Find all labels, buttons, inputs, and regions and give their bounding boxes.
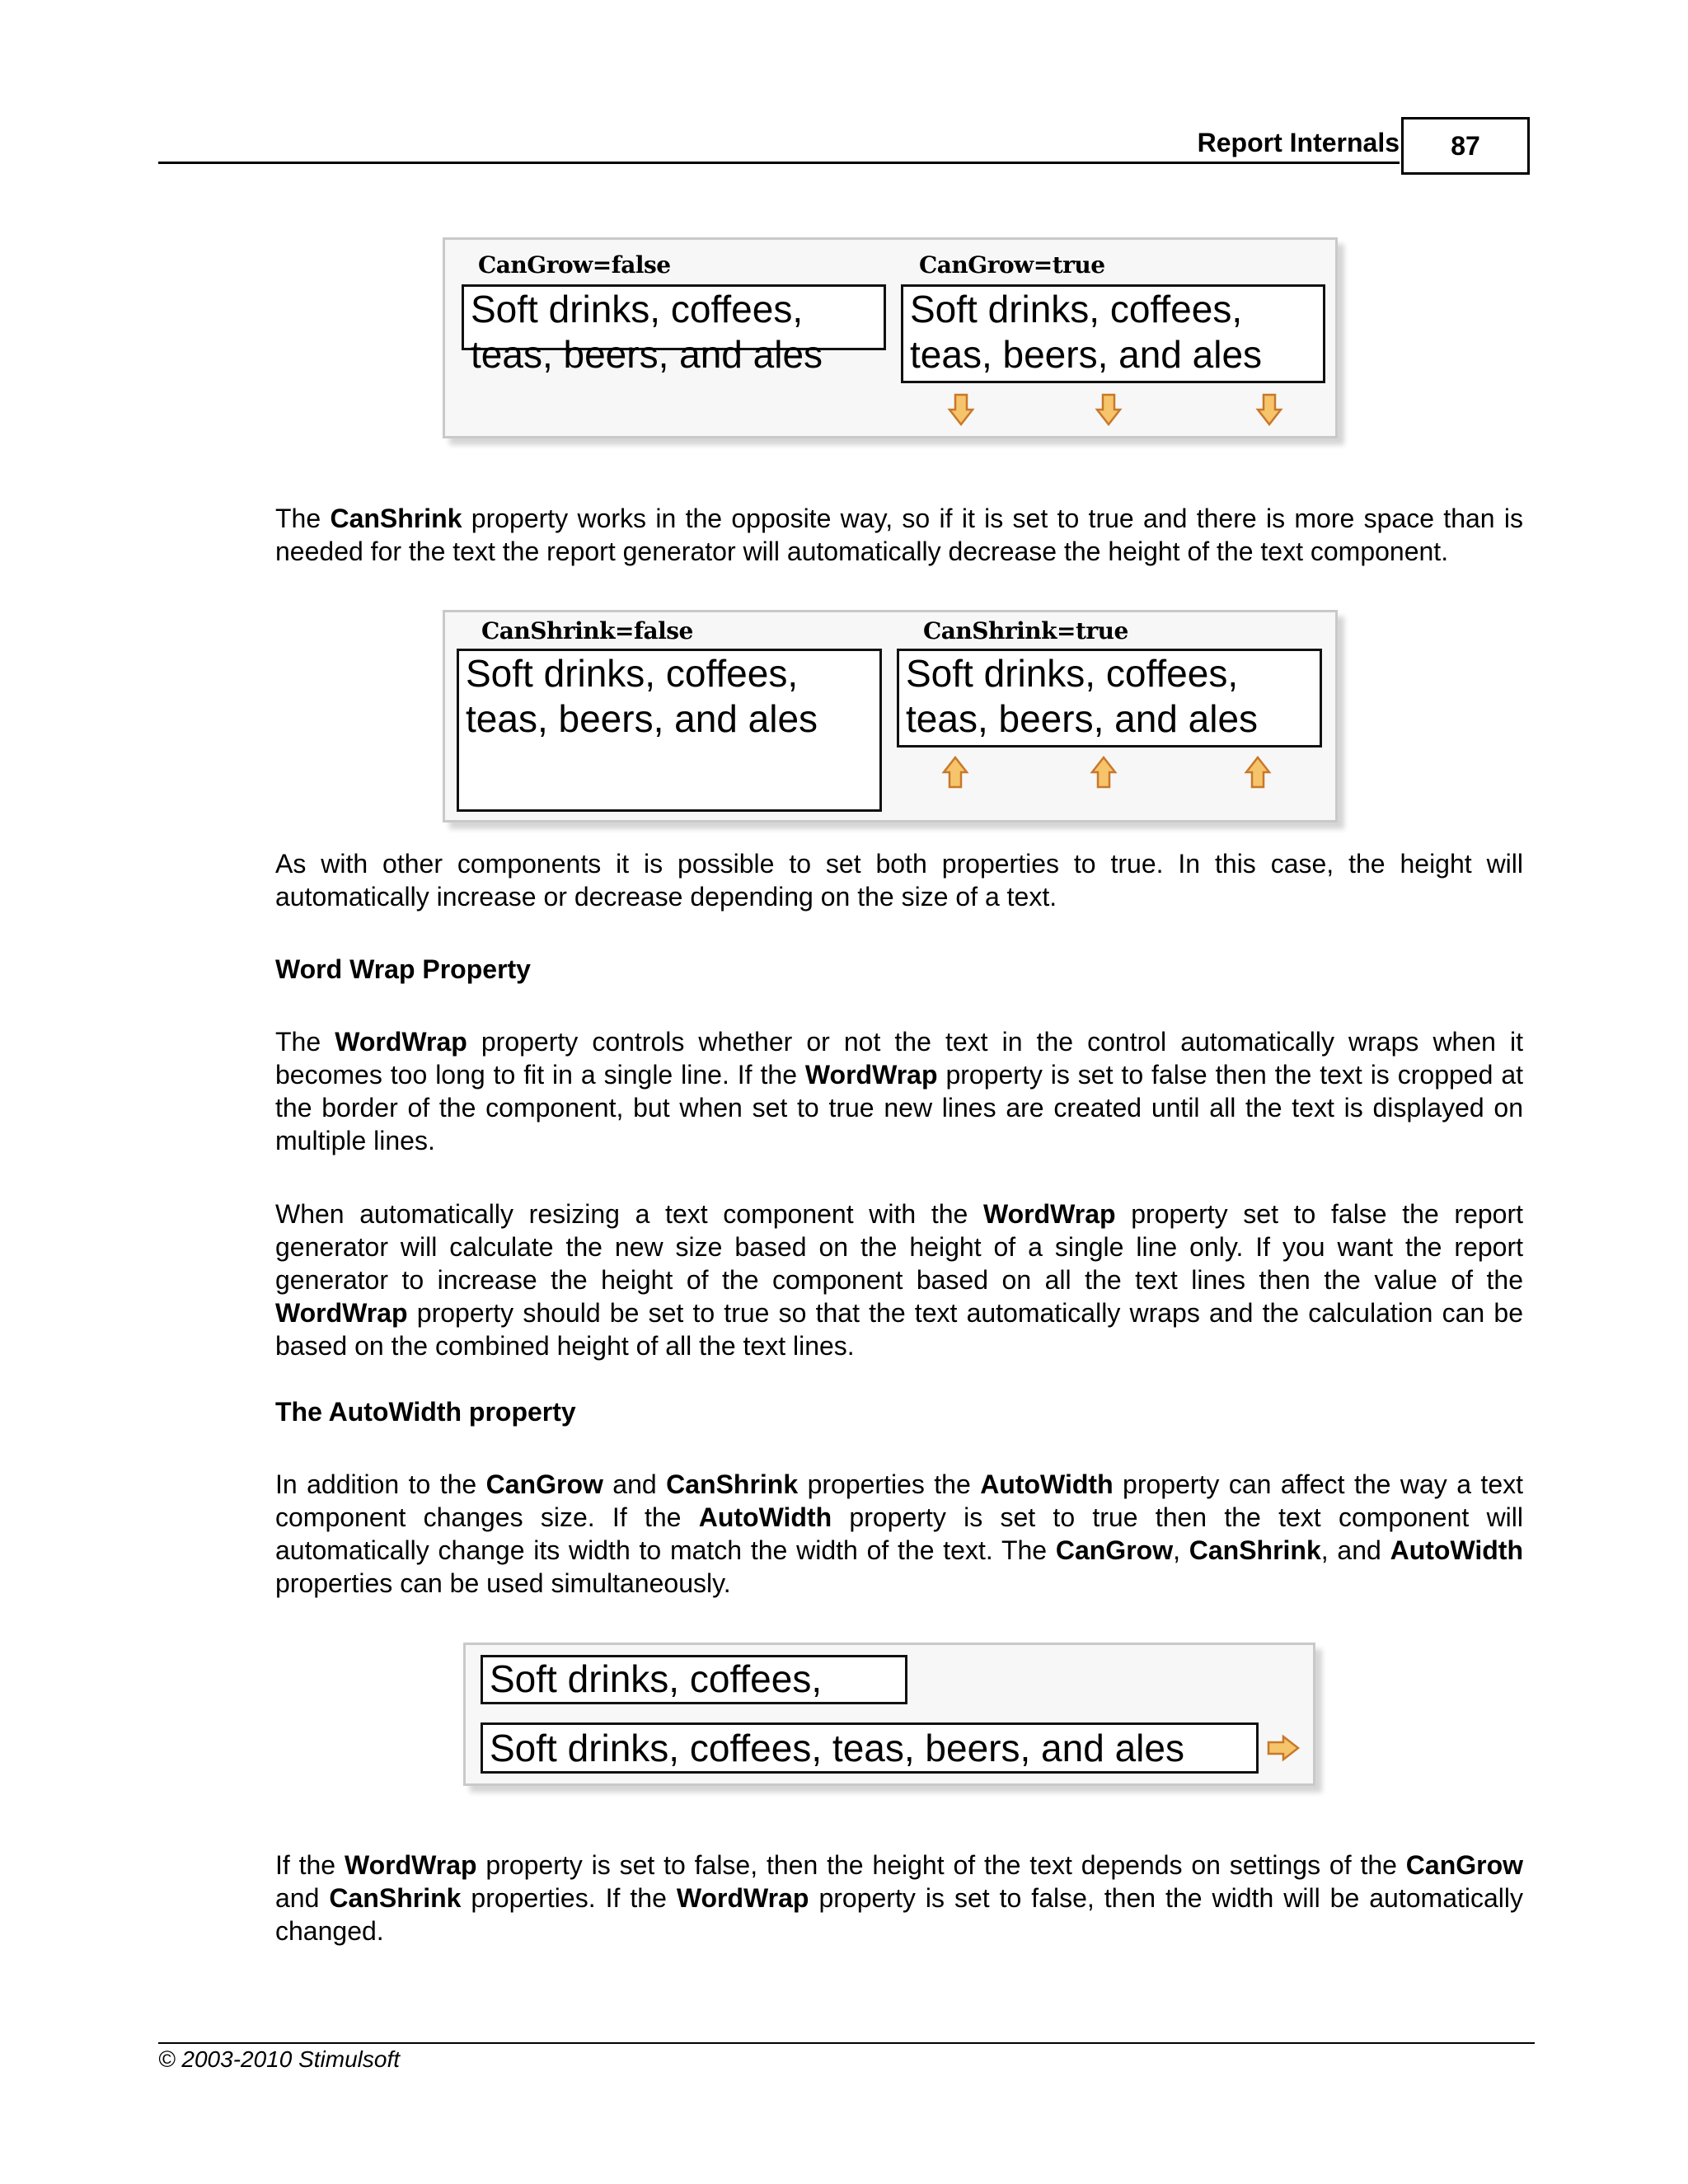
label-cangrow-false: CanGrow=false [478, 251, 671, 279]
paragraph-resizing: When automatically resizing a text component with the WordWrap property set to false the report generator will calculate the new size based on the height of a single line only. If you want the report generator to increase the height of the component based on all the text lines then the value of the WordWrap property should be set to true so that the text automatically wraps and the calculation can be based on the combined height of all the text lines. [275, 1199, 1524, 1361]
arrow-up-icon [942, 756, 968, 789]
label-cangrow-true: CanGrow=true [919, 251, 1105, 279]
textbox-line: Soft drinks, coffees, [466, 652, 799, 695]
arrow-up-icon [1090, 756, 1117, 789]
figure-cangrow [443, 237, 1338, 438]
textbox-line: Soft drinks, coffees, [490, 1657, 823, 1700]
heading-word-wrap: Word Wrap Property [275, 954, 531, 984]
arrow-right-icon [1267, 1735, 1300, 1761]
heading-autowidth: The AutoWidth property [275, 1397, 576, 1427]
textbox-autowidth-short [481, 1655, 907, 1704]
paragraph-wordwrap: The WordWrap property controls whether or not the text in the control automatically wraps when it becomes too long to fit in a single line. If the WordWrap property is set to false then the text is cropped at the border of the component, but when set to true new lines are created until all the text is displayed on multiple lines. [275, 1027, 1524, 1155]
arrow-down-icon [1256, 393, 1282, 426]
paragraph-canshrink: The CanShrink property works in the opposite way, so if it is set to true and there is more space than is needed for the text the report generator will automatically decrease the height of the text component. [275, 504, 1524, 566]
textbox-line: teas, beers, and ales [466, 697, 818, 740]
footer-rule [158, 2042, 1535, 2044]
arrow-down-icon [1095, 393, 1122, 426]
paragraph-autowidth: In addition to the CanGrow and CanShrink properties the AutoWidth property can affect the way a text component changes size. If the AutoWidth property is set to true then the text component will automatically change its width to match the width of the text. The CanGrow, CanShrink, and AutoWidth properties can be used simultaneously. [275, 1469, 1524, 1598]
textbox-line: teas, beers, and ales [910, 333, 1263, 376]
textbox-line: Soft drinks, coffees, [910, 288, 1243, 330]
textbox-line: Soft drinks, coffees, [471, 288, 804, 330]
arrow-up-icon [1245, 756, 1271, 789]
textbox-line: Soft drinks, coffees, teas, beers, and ales [490, 1727, 1184, 1769]
label-canshrink-false: CanShrink=false [481, 617, 693, 644]
textbox-autowidth-long [481, 1722, 1259, 1774]
page-number: 87 [1451, 130, 1480, 161]
header-rule [158, 162, 1400, 164]
textbox-line: teas, beers, and ales [471, 333, 823, 376]
textbox-canshrink-false [457, 649, 882, 812]
textbox-cangrow-true [901, 284, 1325, 383]
label-canshrink-true: CanShrink=true [923, 617, 1128, 644]
figure-canshrink [443, 610, 1338, 823]
figure-autowidth [463, 1643, 1315, 1786]
running-header-title: Report Internals [1197, 128, 1400, 157]
textbox-canshrink-true [897, 649, 1322, 748]
arrow-down-icon [948, 393, 974, 426]
paragraph-wordwrap-false: If the WordWrap property is set to false, then the height of the text depends on settings of the CanGrow and CanShrink properties. If the WordWrap property is set to false, then the width will be automatically changed. [275, 1850, 1524, 1946]
paragraph-both-properties: As with other components it is possible to set both properties to true. In this case, the height will automatically increase or decrease depending on the size of a text. [275, 849, 1523, 912]
textbox-line: teas, beers, and ales [906, 697, 1259, 740]
footer-copyright: © 2003-2010 Stimulsoft [158, 2046, 401, 2072]
textbox-line: Soft drinks, coffees, [906, 652, 1239, 695]
textbox-cangrow-false [462, 284, 886, 376]
page-number-box [1401, 117, 1530, 175]
